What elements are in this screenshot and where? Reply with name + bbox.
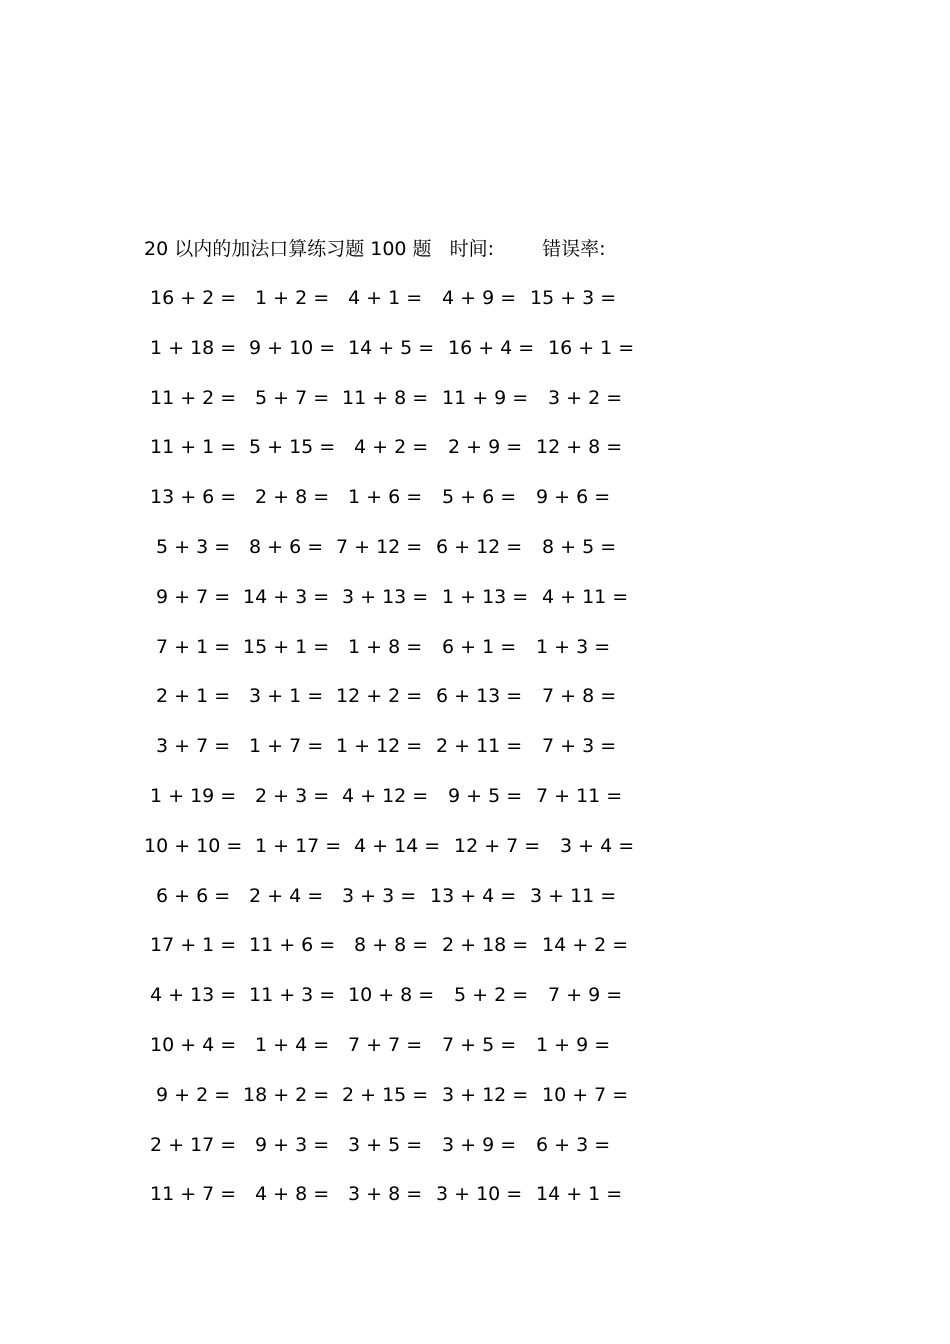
problem-8-3: 1 + 8 =: [348, 635, 423, 658]
problem-12-3: 4 + 14 =: [354, 834, 441, 857]
problem-3-4: 11 + 9 =: [442, 386, 529, 409]
problem-18-5: 6 + 3 =: [536, 1133, 611, 1156]
problem-5-1: 13 + 6 =: [150, 486, 237, 509]
problem-11-2: 2 + 3 =: [255, 785, 330, 807]
problem-9-5: 7 + 8 =: [542, 685, 617, 708]
problem-17-4: 3 + 12 =: [442, 1083, 529, 1106]
problem-12-2: 1 + 17 =: [255, 834, 342, 857]
problem-9-4: 6 + 13 =: [436, 685, 523, 708]
problem-5-4: 5 + 6 =: [442, 486, 517, 509]
problem-19-1: 11 + 7 =: [150, 1183, 237, 1206]
problem-2-3: 14 + 5 =: [348, 336, 435, 359]
problem-7-2: 14 + 3 =: [243, 585, 330, 608]
problem-8-5: 1 + 3 =: [536, 635, 611, 658]
problem-12-5: 3 + 4 =: [560, 834, 635, 857]
problem-15-5: 7 + 9 =: [548, 984, 623, 1007]
problem-17-2: 18 + 2 =: [243, 1083, 330, 1106]
problem-17-1: 9 + 2 =: [156, 1083, 231, 1106]
problem-14-5: 14 + 2 =: [542, 934, 629, 957]
problem-18-3: 3 + 5 =: [348, 1133, 423, 1156]
problem-7-5: 4 + 11 =: [542, 585, 629, 608]
problem-10-3: 1 + 12 =: [336, 735, 423, 758]
problem-2-5: 16 + 1 =: [548, 336, 635, 359]
problem-4-3: 4 + 2 =: [354, 436, 429, 459]
problem-1-4: 4 + 9 =: [442, 287, 517, 309]
problem-6-1: 5 + 3 =: [156, 536, 231, 558]
problem-7-4: 1 + 13 =: [442, 585, 529, 608]
problem-3-5: 3 + 2 =: [548, 386, 623, 409]
problem-10-5: 7 + 3 =: [542, 735, 617, 758]
problem-3-1: 11 + 2 =: [150, 386, 237, 409]
problem-17-5: 10 + 7 =: [542, 1083, 629, 1106]
problem-9-2: 3 + 1 =: [249, 685, 324, 708]
problem-4-2: 5 + 15 =: [249, 436, 336, 459]
problem-18-4: 3 + 9 =: [442, 1133, 517, 1156]
problem-14-3: 8 + 8 =: [354, 934, 429, 957]
problem-13-4: 13 + 4 =: [430, 884, 517, 907]
problem-13-2: 2 + 4 =: [249, 884, 324, 907]
problem-3-2: 5 + 7 =: [255, 386, 330, 409]
problem-17-3: 2 + 15 =: [342, 1083, 429, 1106]
problem-14-1: 17 + 1 =: [150, 934, 237, 957]
problem-15-1: 4 + 13 =: [150, 984, 237, 1007]
problem-2-2: 9 + 10 =: [249, 336, 336, 359]
problem-1-3: 4 + 1 =: [348, 287, 423, 309]
problem-16-2: 1 + 4 =: [255, 1034, 330, 1056]
problem-1-1: 16 + 2 =: [150, 287, 237, 309]
worksheet-title: 20 以内的加法口算练习题 100 题: [144, 238, 432, 260]
problem-19-2: 4 + 8 =: [255, 1183, 330, 1206]
problem-19-3: 3 + 8 =: [348, 1183, 423, 1206]
problem-15-3: 10 + 8 =: [348, 984, 435, 1007]
problem-9-1: 2 + 1 =: [156, 685, 231, 708]
problem-13-1: 6 + 6 =: [156, 884, 231, 907]
problem-18-2: 9 + 3 =: [255, 1133, 330, 1156]
problem-11-5: 7 + 11 =: [536, 785, 623, 807]
problem-14-4: 2 + 18 =: [442, 934, 529, 957]
time-label: 时间:: [449, 238, 495, 260]
problem-8-1: 7 + 1 =: [156, 635, 231, 658]
problem-16-3: 7 + 7 =: [348, 1034, 423, 1056]
problem-11-1: 1 + 19 =: [150, 785, 237, 807]
problem-11-4: 9 + 5 =: [448, 785, 523, 807]
problem-12-1: 10 + 10 =: [144, 834, 243, 857]
problem-5-5: 9 + 6 =: [536, 486, 611, 509]
problem-10-4: 2 + 11 =: [436, 735, 523, 758]
problem-11-3: 4 + 12 =: [342, 785, 429, 807]
problem-6-4: 6 + 12 =: [436, 536, 523, 558]
problem-4-5: 12 + 8 =: [536, 436, 623, 459]
problem-1-2: 1 + 2 =: [255, 287, 330, 309]
problem-7-3: 3 + 13 =: [342, 585, 429, 608]
problem-4-1: 11 + 1 =: [150, 436, 237, 459]
problem-1-5: 15 + 3 =: [530, 287, 617, 309]
problem-12-4: 12 + 7 =: [454, 834, 541, 857]
problem-18-1: 2 + 17 =: [150, 1133, 237, 1156]
problem-16-1: 10 + 4 =: [150, 1034, 237, 1056]
problem-6-2: 8 + 6 =: [249, 536, 324, 558]
problem-10-2: 1 + 7 =: [249, 735, 324, 758]
problem-9-3: 12 + 2 =: [336, 685, 423, 708]
problem-5-2: 2 + 8 =: [255, 486, 330, 509]
error-rate-label: 错误率:: [542, 238, 606, 260]
problem-4-4: 2 + 9 =: [448, 436, 523, 459]
problem-13-5: 3 + 11 =: [530, 884, 617, 907]
problem-13-3: 3 + 3 =: [342, 884, 417, 907]
problem-10-1: 3 + 7 =: [156, 735, 231, 758]
problem-2-4: 16 + 4 =: [448, 336, 535, 359]
problem-3-3: 11 + 8 =: [342, 386, 429, 409]
problem-6-5: 8 + 5 =: [542, 536, 617, 558]
problem-16-4: 7 + 5 =: [442, 1034, 517, 1056]
problem-16-5: 1 + 9 =: [536, 1034, 611, 1056]
problem-6-3: 7 + 12 =: [336, 536, 423, 558]
problem-14-2: 11 + 6 =: [249, 934, 336, 957]
problem-2-1: 1 + 18 =: [150, 336, 237, 359]
problem-7-1: 9 + 7 =: [156, 585, 231, 608]
problem-19-4: 3 + 10 =: [436, 1183, 523, 1206]
problem-15-2: 11 + 3 =: [249, 984, 336, 1007]
problem-15-4: 5 + 2 =: [454, 984, 529, 1007]
problem-8-2: 15 + 1 =: [243, 635, 330, 658]
problem-8-4: 6 + 1 =: [442, 635, 517, 658]
problem-5-3: 1 + 6 =: [348, 486, 423, 509]
problem-19-5: 14 + 1 =: [536, 1183, 623, 1206]
